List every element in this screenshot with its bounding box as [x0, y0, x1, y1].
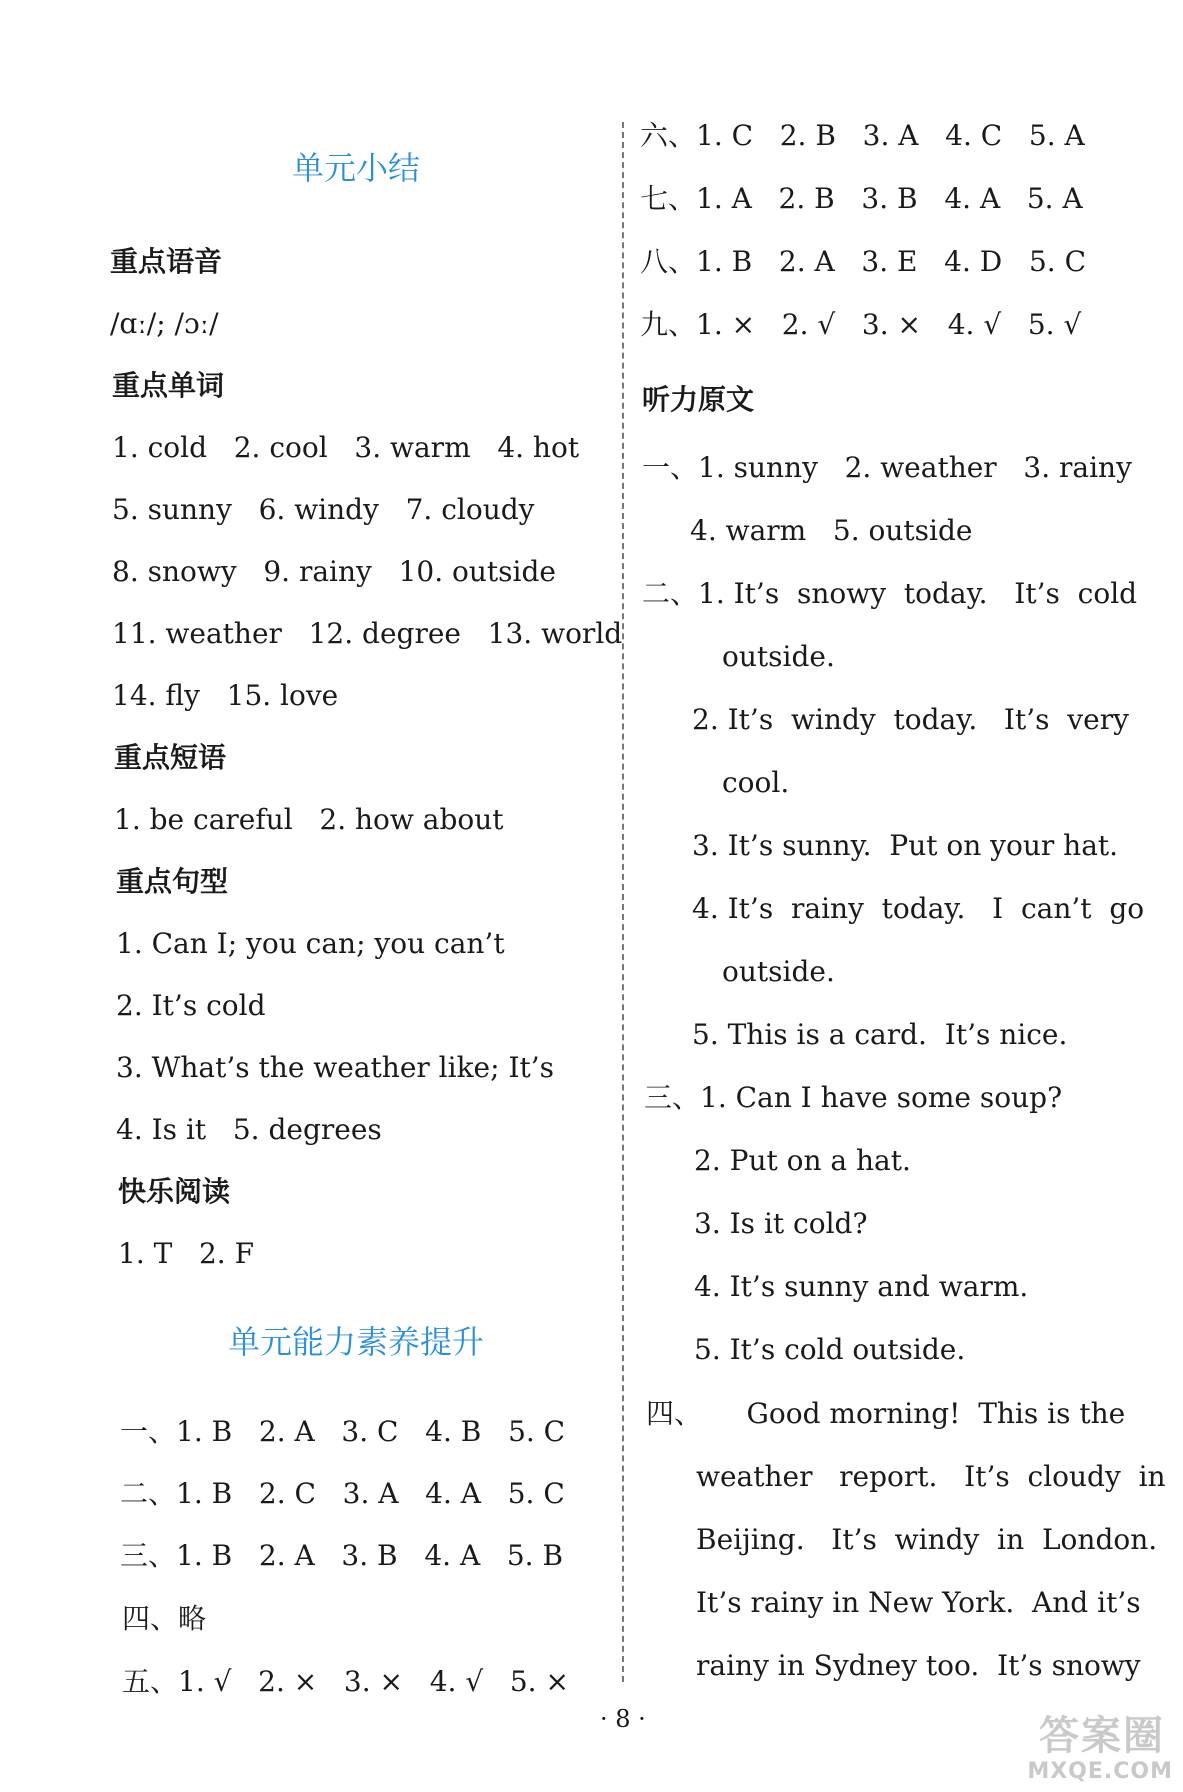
heading-key-phonics: 重点语音 [110, 245, 223, 278]
watermark [1023, 1704, 1173, 1784]
listening-line-1: 一、1. sunny 2. weather 3. rainy [642, 451, 1132, 484]
words-line-1: 1. cold 2. cool 3. warm 4. hot [112, 431, 580, 464]
listening-line-3: 二、1. It’s snowy today. It’s cold [642, 577, 1138, 610]
heading-happy-reading: 快乐阅读 [118, 1175, 231, 1208]
listening-line-2: 4. warm 5. outside [690, 514, 973, 547]
answer-row-7: 七、1. A 2. B 3. B 4. A 5. A [640, 182, 1083, 215]
answer-row-3: 三、1. B 2. A 3. B 4. A 5. B [120, 1539, 564, 1572]
watermark-logo: 答案圈 [1039, 1713, 1165, 1759]
listening-line-16: 四、 Good morning! This is the [646, 1397, 1126, 1430]
sentences-line-4: 4. Is it 5. degrees [116, 1113, 382, 1146]
heading-listening-script: 听力原文 [642, 383, 755, 416]
answer-row-1: 一、1. B 2. A 3. C 4. B 5. C [120, 1415, 566, 1448]
listening-line-7: 3. It’s sunny. Put on your hat. [692, 829, 1119, 862]
listening-line-8: 4. It’s rainy today. I can’t go [692, 892, 1145, 925]
section-title-unit-summary: 单元小结 [292, 149, 421, 187]
listening-line-9: outside. [722, 955, 835, 988]
listening-line-14: 4. It’s sunny and warm. [694, 1270, 1029, 1303]
answer-row-9: 九、1. × 2. √ 3. × 4. √ 5. √ [640, 308, 1082, 341]
sentences-line-2: 2. It’s cold [116, 989, 266, 1022]
phrases-text: 1. be careful 2. how about [114, 803, 504, 836]
words-line-3: 8. snowy 9. rainy 10. outside [112, 555, 556, 588]
words-line-2: 5. sunny 6. windy 7. cloudy [112, 493, 535, 526]
words-line-4: 11. weather 12. degree 13. world [112, 617, 623, 650]
section-title-ability-improvement: 单元能力素养提升 [228, 1323, 485, 1361]
heading-key-sentences: 重点句型 [116, 865, 229, 898]
listening-line-10: 5. This is a card. It’s nice. [692, 1018, 1068, 1051]
listening-line-19: It’s rainy in New York. And it’s [696, 1586, 1141, 1619]
listening-line-18: Beijing. It’s windy in London. [696, 1523, 1158, 1556]
listening-line-20: rainy in Sydney too. It’s snowy [696, 1649, 1141, 1682]
column-divider [622, 122, 624, 1682]
listening-line-5: 2. It’s windy today. It’s very [692, 703, 1129, 736]
heading-key-phrases: 重点短语 [114, 741, 227, 774]
sentences-line-1: 1. Can I; you can; you can’t [116, 927, 505, 960]
answer-row-5: 五、1. √ 2. × 3. × 4. √ 5. × [122, 1665, 569, 1698]
phonics-text: /ɑː/; /ɔː/ [110, 307, 219, 340]
words-line-5: 14. fly 15. love [112, 679, 339, 712]
listening-line-12: 2. Put on a hat. [694, 1144, 911, 1177]
listening-line-11: 三、1. Can I have some soup? [644, 1081, 1063, 1114]
watermark-site: MXQE.COM [1027, 1759, 1173, 1784]
listening-line-17: weather report. It’s cloudy in [696, 1460, 1166, 1493]
answer-row-4: 四、略 [122, 1602, 207, 1635]
page-number: · 8 · [600, 1705, 646, 1733]
listening-line-15: 5. It’s cold outside. [694, 1333, 966, 1366]
listening-line-4: outside. [722, 640, 835, 673]
sentences-line-3: 3. What’s the weather like; It’s [116, 1051, 555, 1084]
listening-line-13: 3. Is it cold? [694, 1207, 868, 1240]
answer-row-8: 八、1. B 2. A 3. E 4. D 5. C [640, 245, 1086, 278]
reading-answers: 1. T 2. F [118, 1237, 255, 1270]
answer-row-6: 六、1. C 2. B 3. A 4. C 5. A [640, 119, 1085, 152]
answer-row-2: 二、1. B 2. C 3. A 4. A 5. C [120, 1477, 565, 1510]
heading-key-words: 重点单词 [112, 369, 225, 402]
listening-line-6: cool. [722, 766, 790, 799]
